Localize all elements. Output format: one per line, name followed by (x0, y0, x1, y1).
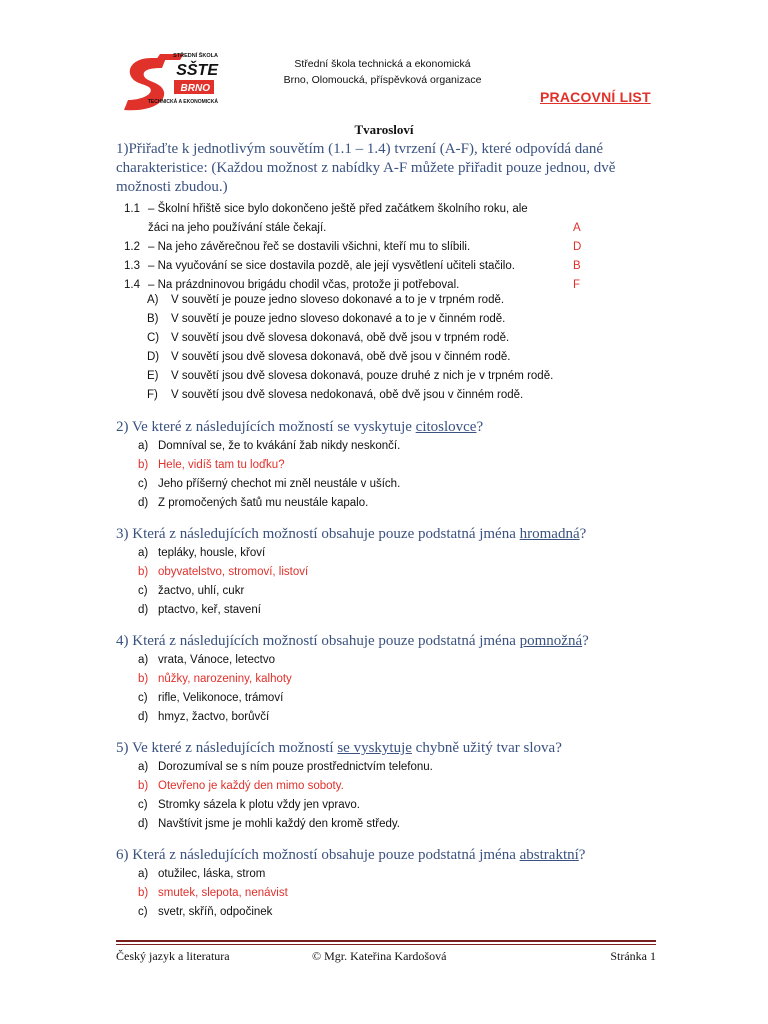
prompt-text: 5) Ve které z následujících možností (116, 740, 338, 756)
prompt-text: chybně užitý tvar slova? (411, 740, 562, 756)
option-text: otužilec, láska, strom (158, 868, 266, 880)
question-6-prompt (116, 846, 646, 865)
statement-row (124, 257, 594, 276)
option-letter: B) (147, 313, 159, 325)
option-text: Dorozumíval se s ním pouze prostřednictvím telefonu. (158, 761, 433, 773)
option-letter: c) (138, 906, 148, 918)
statement-text: – Na prázdninovou brigádu chodil včas, protože ji potřeboval. (148, 279, 460, 291)
school-name: Střední škola technická a ekonomická (294, 58, 471, 70)
option-text: V souvětí je pouze jedno sloveso dokonavé a to je v činném rodě. (171, 313, 506, 325)
school-address: Brno, Olomoucká, příspěvková organizace (283, 74, 482, 86)
prompt-text: 6) Která z následujících možností obsahuje pouze podstatná jména (116, 847, 520, 863)
statement-answer: D (573, 241, 582, 253)
statement-number: 1.4 (124, 279, 140, 291)
option-letter: F) (147, 389, 158, 401)
option-letter: b) (138, 887, 149, 899)
option-text: ptactvo, keř, stavení (158, 604, 261, 616)
topic-title: Tvarosloví (354, 122, 414, 137)
option-text: V souvětí jsou dvě slovesa dokonavá, obě dvě jsou v činném rodě. (171, 351, 511, 363)
option-letter: b) (138, 459, 149, 471)
option-text: smutek, slepota, nenávist (158, 887, 288, 899)
prompt-keyword: abstraktní (519, 847, 579, 863)
option-text: Stromky sázela k plotu vždy jen vpravo. (158, 799, 360, 811)
option-letter: d) (138, 711, 149, 723)
prompt-keyword: se vyskytuje (337, 740, 412, 756)
option-text: Jeho příšerný chechot mi zněl neustále v uších. (158, 478, 401, 490)
prompt-keyword: hromadná (519, 526, 580, 542)
prompt-text: 3) Která z následujících možností obsahuje pouze podstatná jména (116, 526, 520, 542)
question-1-prompt: 1)Přiřaďte k jednotlivým souvětím (1.1 – 1.4) tvrzení (A-F), které odpovídá dané charakteristice: (Každou možnost z nabídky A-F můžete přiřadit pouze jednou, dvě možnosti zbudou.) (116, 141, 616, 195)
footer-author: © Mgr. Kateřina Kardošová (312, 949, 447, 963)
option-text: svetr, skříň, odpočinek (158, 906, 273, 918)
option-letter: a) (138, 440, 149, 452)
option-letter: c) (138, 478, 148, 490)
option-text: Z promočených šatů mu neustále kapalo. (158, 497, 369, 509)
prompt-text: ? (476, 419, 484, 435)
question-3-prompt (116, 525, 646, 544)
option-letter: a) (138, 547, 149, 559)
footer-rule (116, 940, 656, 942)
question-1-statements (124, 200, 594, 295)
prompt-text: 2) Ve které z následujících možností se vyskytuje (116, 419, 416, 435)
option-text: tepláky, housle, křoví (158, 547, 266, 559)
option-text: V souvětí jsou dvě slovesa dokonavá, pouze druhé z nich je v trpném rodě. (171, 370, 554, 382)
option-letter: a) (138, 654, 149, 666)
option-letter: c) (138, 585, 148, 597)
option-text: Hele, vidíš tam tu loďku? (158, 459, 285, 471)
option-letter: d) (138, 604, 149, 616)
option-text: V souvětí jsou dvě slovesa nedokonavá, obě dvě jsou v činném rodě. (171, 389, 524, 401)
option-letter: b) (138, 780, 149, 792)
footer-page-number: Stránka 1 (610, 949, 656, 963)
prompt-text: ? (578, 847, 586, 863)
statement-text: – Na vyučování se sice dostavila pozdě, ale její vysvětlení učiteli stačilo. (148, 260, 515, 272)
option-text: Navštívit jsme je mohli každý den kromě středy. (158, 818, 401, 830)
statement-number: 1.1 (124, 203, 140, 215)
option-text: rifle, Velikonoce, trámoví (158, 692, 284, 704)
option-letter: D) (147, 351, 160, 363)
logo-top-text: STŘEDNÍ ŠKOLA (173, 53, 218, 59)
option-text: vrata, Vánoce, letectvo (158, 654, 275, 666)
prompt-text: ? (579, 526, 587, 542)
option-text: obyvatelstvo, stromoví, listoví (158, 566, 309, 578)
statement-text: – Na jeho závěrečnou řeč se dostavili všichni, kteří mu to slíbili. (148, 241, 471, 253)
option-letter: d) (138, 497, 149, 509)
statement-row (124, 200, 594, 238)
option-letter: b) (138, 566, 149, 578)
option-text: Domníval se, že to kvákání žab nikdy neskončí. (158, 440, 401, 452)
prompt-text: 4) Která z následujících možností obsahuje pouze podstatná jména (116, 633, 520, 649)
logo-bottom-text: TECHNICKÁ A EKONOMICKÁ (147, 99, 218, 105)
option-letter: c) (138, 799, 148, 811)
prompt-keyword: pomnožná (519, 633, 583, 649)
footer-subject: Český jazyk a literatura (116, 949, 230, 963)
option-text: hmyz, žactvo, borůvčí (158, 711, 270, 723)
statement-number: 1.3 (124, 260, 140, 272)
logo-main-text: SŠTE (176, 62, 218, 79)
option-letter: a) (138, 868, 149, 880)
option-letter: C) (147, 332, 160, 344)
option-letter: A) (147, 294, 159, 306)
school-info (250, 56, 515, 88)
footer-rule-thin (116, 944, 656, 945)
option-text: Otevřeno je každý den mimo soboty. (158, 780, 344, 792)
question-5-prompt (116, 739, 646, 758)
sheet-label: PRACOVNÍ LIST (540, 89, 651, 105)
prompt-keyword: citoslovce (415, 419, 477, 435)
question-4-prompt (116, 632, 646, 651)
option-text: V souvětí jsou dvě slovesa dokonavá, obě dvě jsou v trpném rodě. (171, 332, 510, 344)
statement-row (124, 238, 594, 257)
prompt-text: ? (582, 633, 589, 649)
statement-text: – Školní hřiště sice bylo dokončeno ještě před začátkem školního roku, ale žáci na jeho používání stále čekají. (148, 203, 528, 234)
statement-answer: B (573, 260, 581, 272)
option-letter: c) (138, 692, 148, 704)
statement-answer: F (573, 279, 581, 291)
option-text: nůžky, narozeniny, kalhoty (158, 673, 292, 685)
statement-answer: A (573, 222, 581, 234)
option-text: V souvětí je pouze jedno sloveso dokonavé a to je v trpném rodě. (171, 294, 505, 306)
school-logo (122, 48, 222, 116)
option-letter: E) (147, 370, 159, 382)
option-text: žactvo, uhlí, cukr (158, 585, 245, 597)
option-letter: d) (138, 818, 149, 830)
statement-number: 1.2 (124, 241, 140, 253)
option-letter: b) (138, 673, 149, 685)
question-2-prompt (116, 418, 646, 437)
option-letter: a) (138, 761, 149, 773)
logo-city-text: BRNO (180, 83, 210, 94)
